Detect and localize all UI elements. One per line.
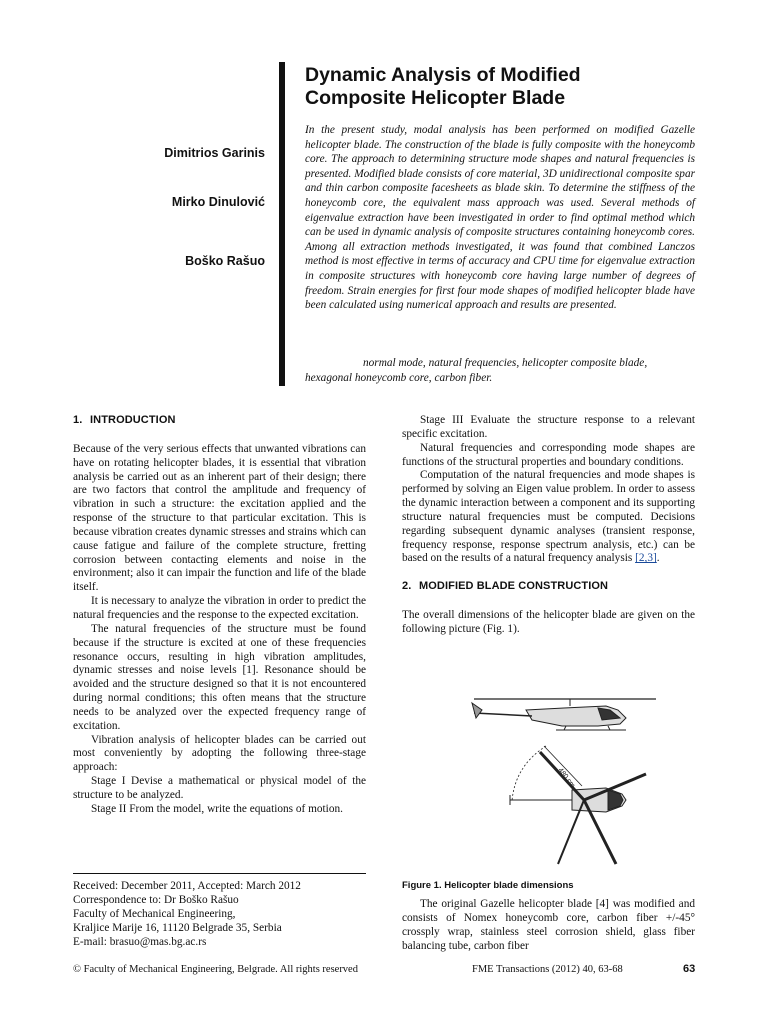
keywords-text: normal mode, natural frequencies, helicopter composite blade, hexagonal honeycomb core, carbon fiber. — [305, 357, 648, 384]
rotor-dimension-label: 480 cm — [556, 766, 577, 790]
blade-construction-paragraph: The overall dimensions of the helicopter blade are given on the following picture (Fig. 1). — [402, 609, 695, 635]
email: E-mail: brasuo@mas.bg.ac.rs — [73, 935, 207, 948]
footer-copyright: © Faculty of Mechanical Engineering, Belgrade. All rights reserved — [73, 964, 358, 975]
received-note — [73, 873, 366, 950]
address: Kraljice Marije 16, 11120 Belgrade 35, Serbia — [73, 921, 282, 934]
left-column — [73, 414, 366, 817]
intro-paragraph-6: Stage II From the model, write the equations of motion. — [91, 802, 343, 815]
stage-3-paragraph: Stage III Evaluate the structure response to a relevant specific excitation. — [402, 414, 695, 440]
section-1-number: 1. — [73, 414, 83, 426]
gazelle-blade-paragraph: The original Gazelle helicopter blade [4] was modified and consists of Nomex honeycomb core, carbon fiber +/-45° crossply wrap, stainless steel corrosion shield, glass fiber balancing tube, carbon fiber — [402, 898, 695, 952]
computation-end: . — [656, 552, 660, 565]
title-bar-rule — [279, 62, 285, 386]
natural-frequencies-paragraph: Natural frequencies and corresponding mode shapes are functions of the structural properties and boundary conditions. — [402, 441, 695, 468]
page-number: 63 — [683, 963, 696, 975]
footer-journal: FME Transactions (2012) 40, 63-68 — [472, 964, 623, 975]
section-2-number: 2. — [402, 580, 412, 593]
correspondence: Correspondence to: Dr Boško Rašuo — [73, 893, 239, 906]
computation-text: Computation of the natural frequencies and mode shapes is performed by solving an Eigen value problem. In order to assess the dynamic interaction between a component and its supporting structure natural frequencies must be computed. Decisions regarding subsequent dynamic analyses (transient response, frequency response, response spectrum analysis, etc.) can be based on the results of a natural frequency analysis — [402, 469, 695, 565]
intro-paragraph-4: Vibration analysis of helicopter blades can be carried out most conveniently by adopting the following three-stage approach: — [73, 733, 366, 774]
intro-paragraph-5: Stage I Devise a mathematical or physical model of the structure to be analyzed. — [73, 775, 366, 801]
computation-paragraph — [402, 469, 695, 566]
paper-title-line-1: Dynamic Analysis of Modified — [305, 64, 581, 86]
helicopter-figure — [460, 686, 660, 874]
figure-caption: Figure 1. Helicopter blade dimensions — [402, 880, 574, 891]
helicopter-top-view — [510, 752, 646, 864]
author-2: Mirko Dinulović — [171, 195, 265, 209]
reference-link[interactable]: [2,3] — [635, 552, 657, 565]
author-1: Dimitrios Garinis — [164, 146, 265, 160]
affiliation: Faculty of Mechanical Engineering, — [73, 907, 236, 920]
section-1-title: INTRODUCTION — [90, 414, 176, 426]
intro-paragraph-2: It is necessary to analyze the vibration in order to predict the natural frequencies and the response to the expected excitation. — [73, 595, 366, 621]
received-dates: Received: December 2011, Accepted: March 2012 — [73, 880, 301, 892]
paper-title — [305, 64, 725, 110]
intro-paragraph-1: Because of the very serious effects that unwanted vibrations can have on rotating helicopter blades, it is essential that vibration analysis be carried out as an inherent part of their design; there are two factors that control the amplitude and frequency of vibration in such a structure: the excitation applied and the response of the structure to that particular excitation. This is because vibration creates dynamic stresses and strains which can cause fatigue and failure of the complete structure, fretting corrosion between contacting elements and noise in the environment; also it can impair the function and life of the blade itself. — [73, 442, 366, 594]
author-3: Boško Rašuo — [185, 254, 265, 268]
section-2-title: MODIFIED BLADE CONSTRUCTION — [419, 580, 609, 593]
intro-paragraph-3: The natural frequencies of the structure must be found because if the structure is excited at one of these frequencies resonance occurs, resulting in high vibration amplitudes, dynamic stresses and noise levels [1]. Resonance should be avoided and the structure designed so that it is not encountered during normal conditions; this often means that the structure needs to be analyzed over the expected frequency range of excitation. — [73, 622, 366, 732]
right-column — [402, 414, 695, 637]
keywords — [305, 356, 695, 385]
abstract: In the present study, modal analysis has been performed on modified Gazelle helicopter blade. The construction of the blade is fully composite with the honeycomb core. The approach to determining structure mode shapes and natural frequencies is presented. Modified blade consists of core material, 3D unidirectional composite spar and thin carbon composite facesheets as blade skin. To determine the stiffness of the honeycomb core, the equivalent mass approach was used. Several methods of eigenvalue extraction have been investigated in order to find optimal method which can be used in dynamic analysis of composite structures containing honeycomb cores. Among all extraction methods investigated, it was found that combined Lanczos method is most effective in terms of accuracy and CPU time for eigenvalue extraction in composite structures with honeycomb core having large number of degrees of freedom. Strain energies for first four mode shapes of modified helicopter blade have been calculated using numerical approach and results are presented. — [305, 124, 695, 312]
section-2-heading — [402, 580, 695, 594]
section-1-heading — [73, 414, 366, 428]
helicopter-side-view — [472, 699, 656, 730]
paper-title-line-2: Composite Helicopter Blade — [305, 87, 566, 109]
